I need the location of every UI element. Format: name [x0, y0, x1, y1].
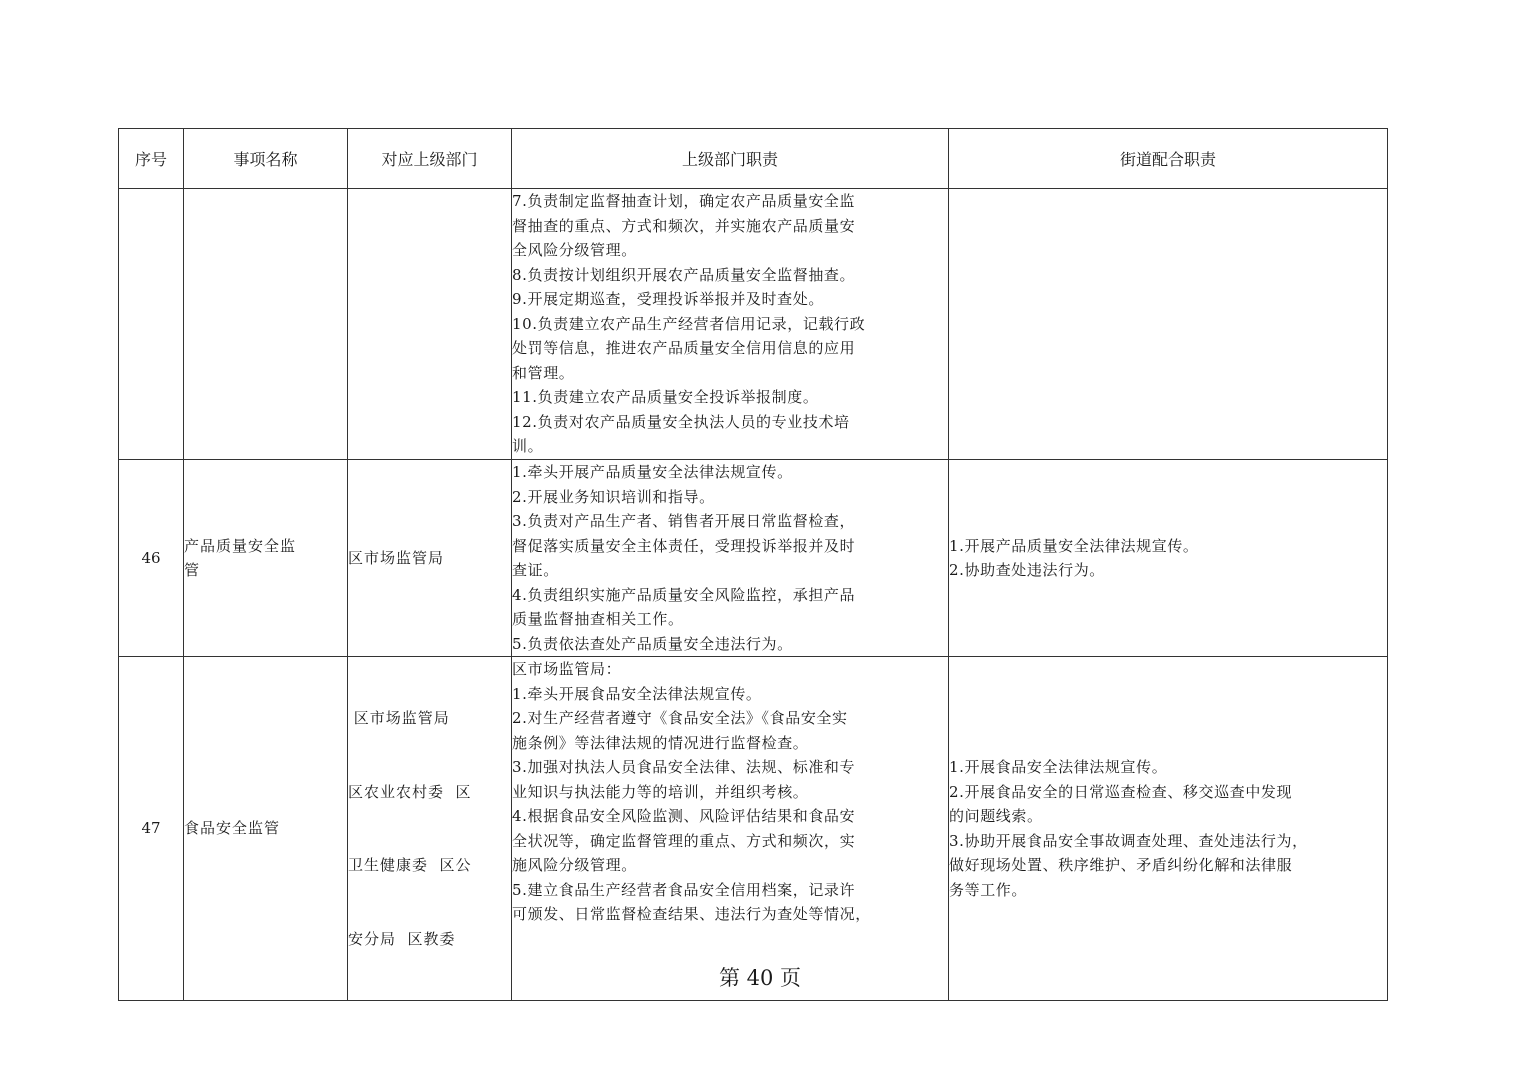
dept-line: 区市场监管局 [348, 709, 450, 727]
duty-line: 2.对生产经营者遵守《食品安全法》《食品安全实 [512, 709, 848, 727]
duty-line: 4.负责组织实施产品质量安全风险监控，承担产品 [512, 585, 856, 604]
table-header-row [119, 129, 1388, 189]
duty-line: 督抽查的重点、方式和频次，并实施农产品质量安 [512, 216, 856, 235]
superior-duties-cell [512, 657, 949, 1001]
street-duty-line: 3.协助开展食品安全事故调查处理、查处违法行为， [949, 831, 1308, 850]
duty-line: 施风险分级管理。 [512, 856, 637, 874]
dept-line: 卫生健康委 区公 [348, 856, 472, 874]
duty-line: 督促落实质量安全主体责任，受理投诉举报并及时 [512, 536, 856, 555]
superior-duties-cell [512, 189, 949, 460]
dept-line: 区市场监管局 [348, 548, 445, 567]
item-name-line: 食品安全监管 [184, 819, 281, 838]
dept-cell [348, 460, 512, 657]
duty-line: 12.负责对农产品质量安全执法人员的专业技术培 [512, 412, 850, 431]
street-duties-cell [949, 657, 1388, 1001]
duty-line: 10.负责建立农产品生产经营者信用记录，记载行政 [512, 314, 866, 333]
duty-line: 11.负责建立农产品质量安全投诉举报制度。 [512, 388, 819, 407]
duty-line: 全状况等，确定监督管理的重点、方式和频次，实 [512, 831, 856, 850]
street-duties-cell [949, 189, 1388, 460]
duty-line: 全风险分级管理。 [512, 241, 637, 260]
street-duty-line: 1.开展食品安全法律法规宣传。 [949, 758, 1168, 776]
street-duty-line: 做好现场处置、秩序维护、矛盾纠纷化解和法律服 [949, 856, 1293, 874]
street-duties-cell [949, 460, 1388, 657]
dept-line: 区农业农村委 区 [348, 782, 472, 801]
duty-line: 9.开展定期巡查，受理投诉举报并及时查处。 [512, 290, 824, 309]
header-superior-dept: 对应上级部门 [348, 129, 512, 189]
duty-line: 3.加强对执法人员食品安全法律、法规、标准和专 [512, 758, 856, 776]
duty-table [118, 128, 1388, 1001]
duty-line: 7.负责制定监督抽查计划，确定农产品质量安全监 [512, 192, 856, 211]
duty-line: 区市场监管局： [512, 660, 622, 678]
row-number: 47 [119, 657, 184, 1001]
duty-line: 5.负责依法查处产品质量安全违法行为。 [512, 634, 793, 653]
street-duty-line: 2.协助查处违法行为。 [949, 561, 1105, 579]
header-superior-duties: 上级部门职责 [512, 129, 949, 189]
duty-line: 和管理。 [512, 363, 575, 382]
item-name-cell [184, 189, 348, 460]
table-row [119, 189, 1388, 460]
street-duty-line: 的问题线索。 [949, 807, 1043, 825]
duty-line: 4.根据食品安全风险监测、风险评估结果和食品安 [512, 807, 856, 825]
dept-line: 安分局 区教委 [348, 929, 456, 948]
street-duty-line: 2.开展食品安全的日常巡查检查、移交巡查中发现 [949, 782, 1293, 801]
duty-line: 施条例》等法律法规的情况进行监督检查。 [512, 733, 809, 752]
superior-duties-cell [512, 460, 949, 657]
table-row [119, 657, 1388, 1001]
page-number: 第 40 页 [718, 966, 802, 990]
street-duty-line: 务等工作。 [949, 880, 1028, 899]
dept-cell [348, 189, 512, 460]
duty-line: 8.负责按计划组织开展农产品质量安全监督抽查。 [512, 265, 856, 284]
table-row [119, 460, 1388, 657]
duty-line: 处罚等信息，推进农产品质量安全信用信息的应用 [512, 339, 856, 358]
row-number: 46 [119, 460, 184, 657]
duty-line: 训。 [512, 437, 544, 456]
item-name-cell [184, 657, 348, 1001]
duty-line: 查证。 [512, 561, 559, 579]
street-duty-line: 1.开展产品质量安全法律法规宣传。 [949, 536, 1199, 555]
duty-line: 3.负责对产品生产者、销售者开展日常监督检查， [512, 512, 856, 530]
item-name-line: 管 [184, 561, 201, 579]
duty-line: 1.牵头开展产品质量安全法律法规宣传。 [512, 463, 793, 481]
header-street-duties: 街道配合职责 [949, 129, 1388, 189]
item-name-line: 产品质量安全监 [184, 536, 297, 555]
duty-line: 5.建立食品生产经营者食品安全信用档案，记录许 [512, 880, 856, 899]
item-name-cell [184, 460, 348, 657]
duty-line: 1.牵头开展食品安全法律法规宣传。 [512, 684, 762, 703]
row-number [119, 189, 184, 460]
duty-line: 可颁发、日常监督检查结果、违法行为查处等情况， [512, 905, 871, 923]
header-item-name: 事项名称 [184, 129, 348, 189]
duty-line: 业知识与执法能力等的培训，并组织考核。 [512, 782, 809, 801]
duty-line: 质量监督抽查相关工作。 [512, 610, 684, 628]
dept-cell [348, 657, 512, 1001]
duty-line: 2.开展业务知识培训和指导。 [512, 487, 715, 506]
header-num: 序号 [119, 129, 184, 189]
